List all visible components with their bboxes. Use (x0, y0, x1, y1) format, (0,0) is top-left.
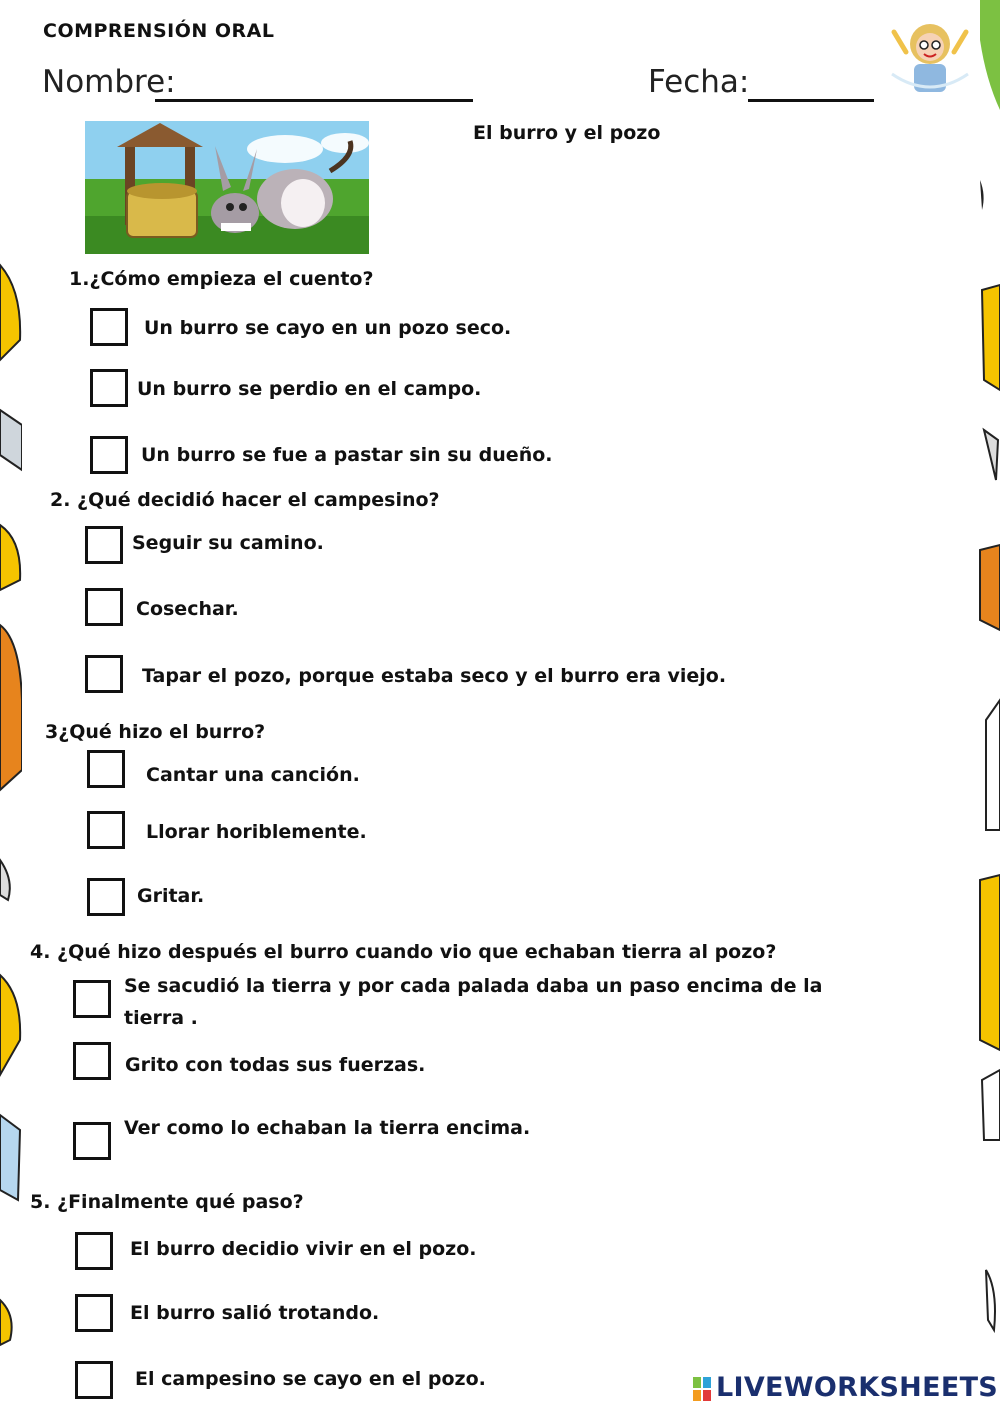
checkbox-q2-c[interactable] (85, 655, 123, 693)
checkbox-q2-a[interactable] (85, 526, 123, 564)
liveworksheets-brand: LIVEWORKSHEETS (716, 1372, 999, 1403)
left-decorative-border (0, 0, 22, 1414)
option-q1-c: Un burro se fue a pastar sin su dueño. (141, 444, 553, 466)
checkbox-q1-b[interactable] (90, 369, 128, 407)
section-heading: COMPRENSIÓN ORAL (43, 20, 275, 42)
date-label: Fecha: (648, 64, 750, 100)
option-q2-a: Seguir su camino. (132, 532, 324, 554)
option-q3-a: Cantar una canción. (146, 764, 360, 786)
checkbox-q5-b[interactable] (75, 1294, 113, 1332)
checkbox-q4-b[interactable] (73, 1042, 111, 1080)
option-q5-a: El burro decidio vivir en el pozo. (130, 1238, 477, 1260)
checkbox-q5-c[interactable] (75, 1361, 113, 1399)
checkbox-q4-a[interactable] (73, 980, 111, 1018)
checkbox-q1-c[interactable] (90, 436, 128, 474)
question-3: 3¿Qué hizo el burro? (45, 721, 266, 743)
liveworksheets-logo-icon (693, 1377, 711, 1401)
checkbox-q3-b[interactable] (87, 811, 125, 849)
story-title: El burro y el pozo (473, 122, 661, 144)
option-q3-c: Gritar. (137, 885, 205, 907)
checkbox-q3-a[interactable] (87, 750, 125, 788)
checkbox-q5-a[interactable] (75, 1232, 113, 1270)
date-line (748, 99, 874, 102)
option-q4-a-line2: tierra . (124, 1007, 198, 1029)
option-q5-c: El campesino se cayo en el pozo. (135, 1368, 486, 1390)
question-2: 2. ¿Qué decidió hacer el campesino? (50, 489, 440, 511)
option-q4-c: Ver como lo echaban la tierra encima. (124, 1117, 531, 1139)
question-1: 1.¿Cómo empieza el cuento? (69, 268, 374, 290)
name-label: Nombre: (42, 64, 176, 100)
checkbox-q4-c[interactable] (73, 1122, 111, 1160)
option-q1-b: Un burro se perdio en el campo. (137, 378, 482, 400)
question-4: 4. ¿Qué hizo después el burro cuando vio que echaban tierra al pozo? (30, 941, 777, 963)
checkbox-q3-c[interactable] (87, 878, 125, 916)
checkbox-q2-b[interactable] (85, 588, 123, 626)
option-q4-b: Grito con todas sus fuerzas. (125, 1054, 426, 1076)
donkey-well-illustration (85, 121, 369, 254)
option-q1-a: Un burro se cayo en un pozo seco. (144, 317, 512, 339)
option-q2-c: Tapar el pozo, porque estaba seco y el burro era viejo. (142, 665, 727, 687)
name-line (155, 99, 473, 102)
option-q5-b: El burro salió trotando. (130, 1302, 380, 1324)
question-5: 5. ¿Finalmente qué paso? (30, 1191, 304, 1213)
option-q4-a-line1: Se sacudió la tierra y por cada palada daba un paso encima de la (124, 975, 823, 997)
option-q3-b: Llorar horiblemente. (146, 821, 367, 843)
right-decorative-border (978, 0, 1000, 1414)
checkbox-q1-a[interactable] (90, 308, 128, 346)
option-q2-b: Cosechar. (136, 598, 239, 620)
teacher-avatar (884, 14, 976, 94)
